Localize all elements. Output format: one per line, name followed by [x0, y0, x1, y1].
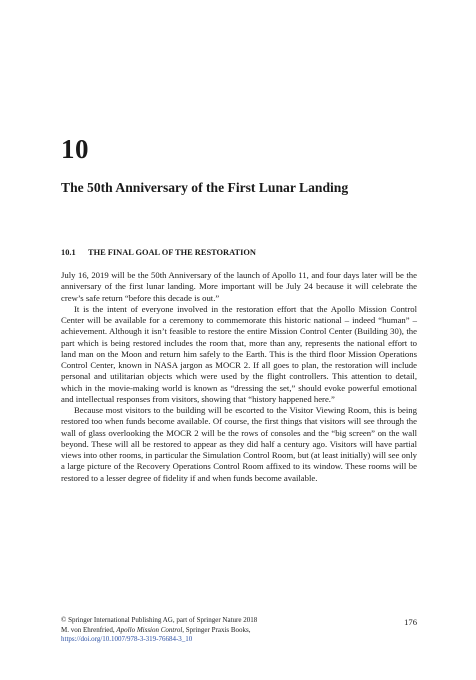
chapter-number: 10	[61, 134, 89, 164]
chapter-title: The 50th Anniversary of the First Lunar Landing	[61, 180, 349, 195]
body-text	[61, 270, 417, 484]
paragraph-2: It is the intent of everyone involved in the restoration effort that the Apollo Mission Control Center will be available for a ceremony to commemorate this historic national – indeed “human” – achievement. Although it isn’t feasible to restore the entire Mission Control Center (Building 30), the part which is being restored includes the room that, more than any, represents the national effort to land man on the Moon and return him safely to the Earth. This is the third floor Mission Operations Control Center, known in NASA jargon as MOCR 2. If all goes to plan, the restoration will include personal and utilitarian objects which were used by the flight controllers. This attention to detail, which in the movie-making world is known as “dressing the set,” should evoke powerful emotional and intellectual responses from visitors, showing that “history happened here.”	[61, 303, 417, 404]
section-title: THE FINAL GOAL OF THE RESTORATION	[88, 248, 256, 257]
citation-publisher: , Springer Praxis Books,	[182, 625, 251, 634]
section-number: 10.1	[61, 248, 76, 257]
citation-author: M. von Ehrenfried,	[61, 625, 117, 634]
citation-book-title: Apollo Mission Control	[116, 625, 183, 634]
paragraph-1: July 16, 2019 will be the 50th Anniversary of the launch of Apollo 11, and four days later will be the anniversary of the first lunar landing. More important will be July 24 because it will celebrate the crew’s safe return “before this decade is out.”	[61, 270, 417, 303]
citation-line	[61, 626, 417, 636]
paragraph-3: Because most visitors to the building will be escorted to the Visitor Viewing Room, this is being restored too when funds become available. Of course, the first things that visitors will see through the wall of glass overlooking the MOCR 2 will be the rows of consoles and the “big screen” on the wall beyond. These will all be restored to appear as they did half a century ago. Visitors will have partial views into other rooms, in particular the Simulation Control Room, but (at least initially) will see only a large picture of the Recovery Operations Control Room affixed to its window. These rooms will be restored to a lesser degree of fidelity if and when funds become available.	[61, 405, 417, 483]
copyright-notice: © Springer International Publishing AG, part of Springer Nature 2018	[61, 616, 258, 624]
document-page	[61, 0, 417, 680]
section-heading	[61, 248, 256, 258]
page-number: 176	[404, 617, 417, 627]
doi-link[interactable]: https://doi.org/10.1007/978-3-319-76684-3_10	[61, 635, 193, 644]
page-footer	[61, 616, 417, 645]
